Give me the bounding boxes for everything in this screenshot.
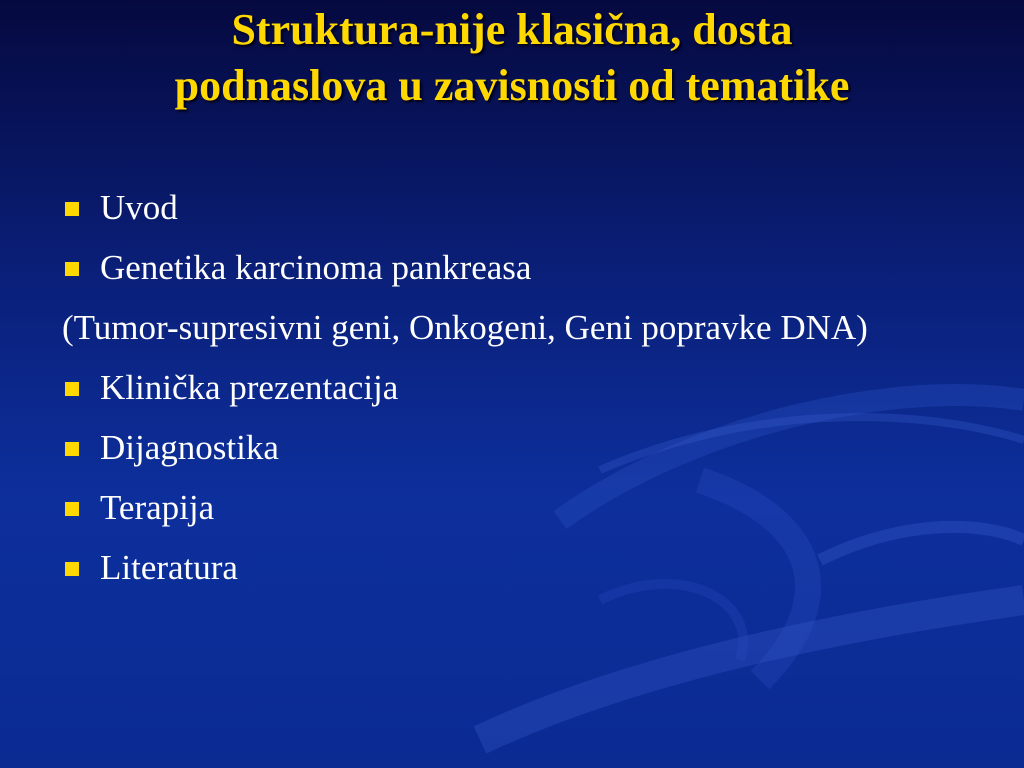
list-item-text: Terapija [100, 488, 215, 527]
list-item-text: Uvod [100, 188, 178, 227]
bullet-list [62, 184, 982, 604]
list-item-text: Literatura [100, 548, 238, 587]
slide-title [30, 2, 994, 114]
list-item-text: Klinička prezentacija [100, 368, 399, 407]
list-item [62, 424, 982, 472]
square-bullet-icon [65, 262, 79, 276]
square-bullet-icon [65, 382, 79, 396]
square-bullet-icon [65, 502, 79, 516]
list-item-text: Dijagnostika [100, 428, 279, 467]
list-item [62, 544, 982, 592]
list-item [62, 484, 982, 532]
square-bullet-icon [65, 442, 79, 456]
list-item-plain [62, 304, 982, 352]
slide-title-line-2: podnaslova u zavisnosti od tematike [174, 61, 850, 110]
list-item [62, 244, 982, 292]
list-item [62, 364, 982, 412]
square-bullet-icon [65, 562, 79, 576]
list-item [62, 184, 982, 232]
list-item-text: (Tumor-supresivni geni, Onkogeni, Geni popravke DNA) [62, 308, 868, 347]
list-item-text: Genetika karcinoma pankreasa [100, 248, 532, 287]
slide-title-line-1: Struktura-nije klasična, dosta [231, 5, 793, 54]
square-bullet-icon [65, 202, 79, 216]
